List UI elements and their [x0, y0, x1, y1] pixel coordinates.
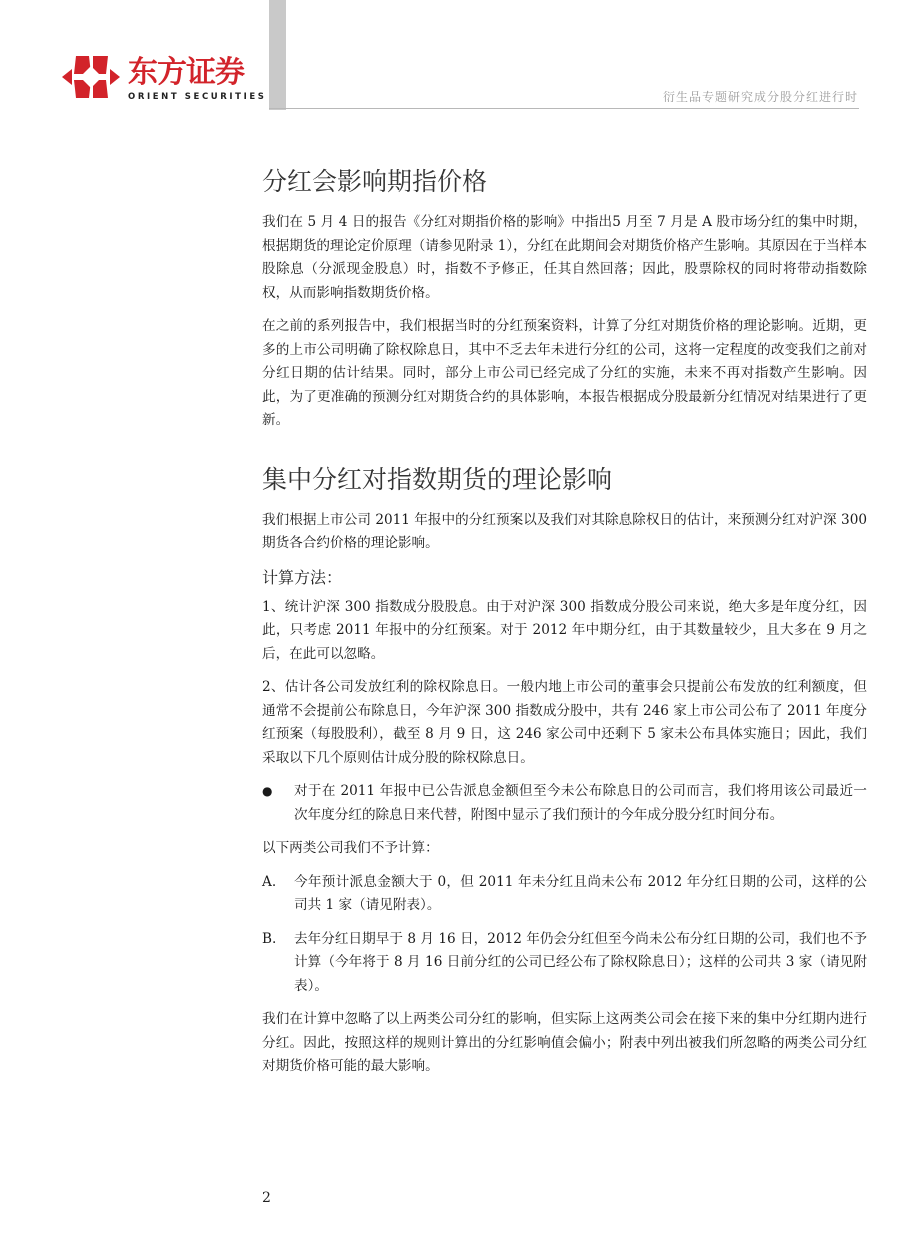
method-heading: 计算方法： [262, 567, 343, 587]
section1-paragraph: 我们在 5 月 4 日的报告《分红对期指价格的影响》中指出5 月至 7 月是 A 股市场分红的集中时期，根据期货的理论定价原理（请参见附录 1），分红在此期间会对期货价格产生影响。其原因在于当样本股除息（分派现金股息）时，指数不予修正，任其自然回落；因此，股票除权的同时将带动指数除权，从而影响指数期货价格。 [262, 214, 867, 301]
section-title-dividend-impact: 分红会影响期指价格 [262, 167, 488, 196]
logo-mark-icon [62, 52, 120, 102]
section-title-theoretical-impact: 集中分红对指数期货的理论影响 [262, 464, 613, 494]
bullet-text: 对于在 2011 年报中已公告派息金额但至今未公布除息日的公司而言，我们将用该公司最近一次年度分红的除息日来代替，附图中显示了我们预计的今年成分股分红时间分布。 [294, 783, 867, 823]
exclusion-item-text: 今年预计派息金额大于 0，但 2011 年未分红且尚未公布 2012 年分红日期的公司，这样的公司共 1 家（请见附表）。 [294, 873, 867, 913]
method-step-2: 2、估计各公司发放红利的除权除息日。一般内地上市公司的董事会只提前公布发放的红利额度，但通常不会提前公布除息日，今年沪深 300 指数成分股中，共有 246 家上市公司公布了 2011 年度分红预案（每股股利），截至 8 月 9 日，这 246 家公司中还剩下 5 家未公布具体实施日；因此，我们采取以下几个原则估计成分股的除权除息日。 [262, 679, 867, 766]
header-gray-bar [269, 0, 286, 110]
exclusion-intro: 以下两类公司我们不予计算： [262, 840, 439, 856]
method-step-1: 1、统计沪深 300 指数成分股股息。由于对沪深 300 指数成分股公司来说，绝大多是年度分红，因此，只考虑 2011 年报中的分红预案。对于 2012 年中期分红，由于其数量较少，且大多在 9 月之后，在此可以忽略。 [262, 598, 867, 662]
bullet-dot-icon: ● [262, 784, 273, 798]
exclusion-item-text: 去年分红日期早于 8 月 16 日，2012 年仍会分红但至今尚未公布分红日期的公司，我们也不予计算（今年将于 8 月 16 日前分红的公司已经公布了除权除息日）；这样的公司共 3 家（请见附表）。 [294, 930, 867, 994]
report-series-caption: 衍生品专题研究成分股分红进行时 [662, 90, 858, 104]
header-rule [269, 108, 859, 109]
section2-intro: 我们根据上市公司 2011 年报中的分红预案以及我们对其除息除权日的估计，来预测分红对沪深 300 期货各合约价格的理论影响。 [262, 511, 867, 551]
logo-chinese-text: 东方证券 [128, 55, 244, 90]
page-number: 2 [262, 1190, 271, 1206]
logo-english-text: ORIENT SECURITIES [128, 92, 267, 102]
exclusion-item-marker: B. [262, 930, 277, 947]
exclusion-item [262, 928, 867, 999]
exclusion-item-marker: A. [262, 873, 277, 890]
report-body [262, 165, 867, 1089]
conclusion-paragraph: 我们在计算中忽略了以上两类公司分红的影响，但实际上这两类公司会在接下来的集中分红期内进行分红。因此，按照这样的规则计算出的分红影响值会偏小；附表中列出被我们所忽略的两类公司分红对期货价格可能的最大影响。 [262, 1011, 867, 1074]
section1-paragraph: 在之前的系列报告中，我们根据当时的分红预案资料，计算了分红对期货价格的理论影响。近期，更多的上市公司明确了除权除息日，其中不乏去年未进行分红的公司，这将一定程度的改变我们之前对分红日期的估计结果。同时，部分上市公司已经完成了分红的实施，未来不再对指数产生影响。因此，为了更准确的预测分红对期货合约的具体影响，本报告根据成分股最新分红情况对结果进行了更新。 [262, 318, 867, 428]
orient-securities-logo [62, 50, 267, 106]
exclusion-item [262, 871, 867, 918]
principle-bullet [262, 780, 867, 827]
